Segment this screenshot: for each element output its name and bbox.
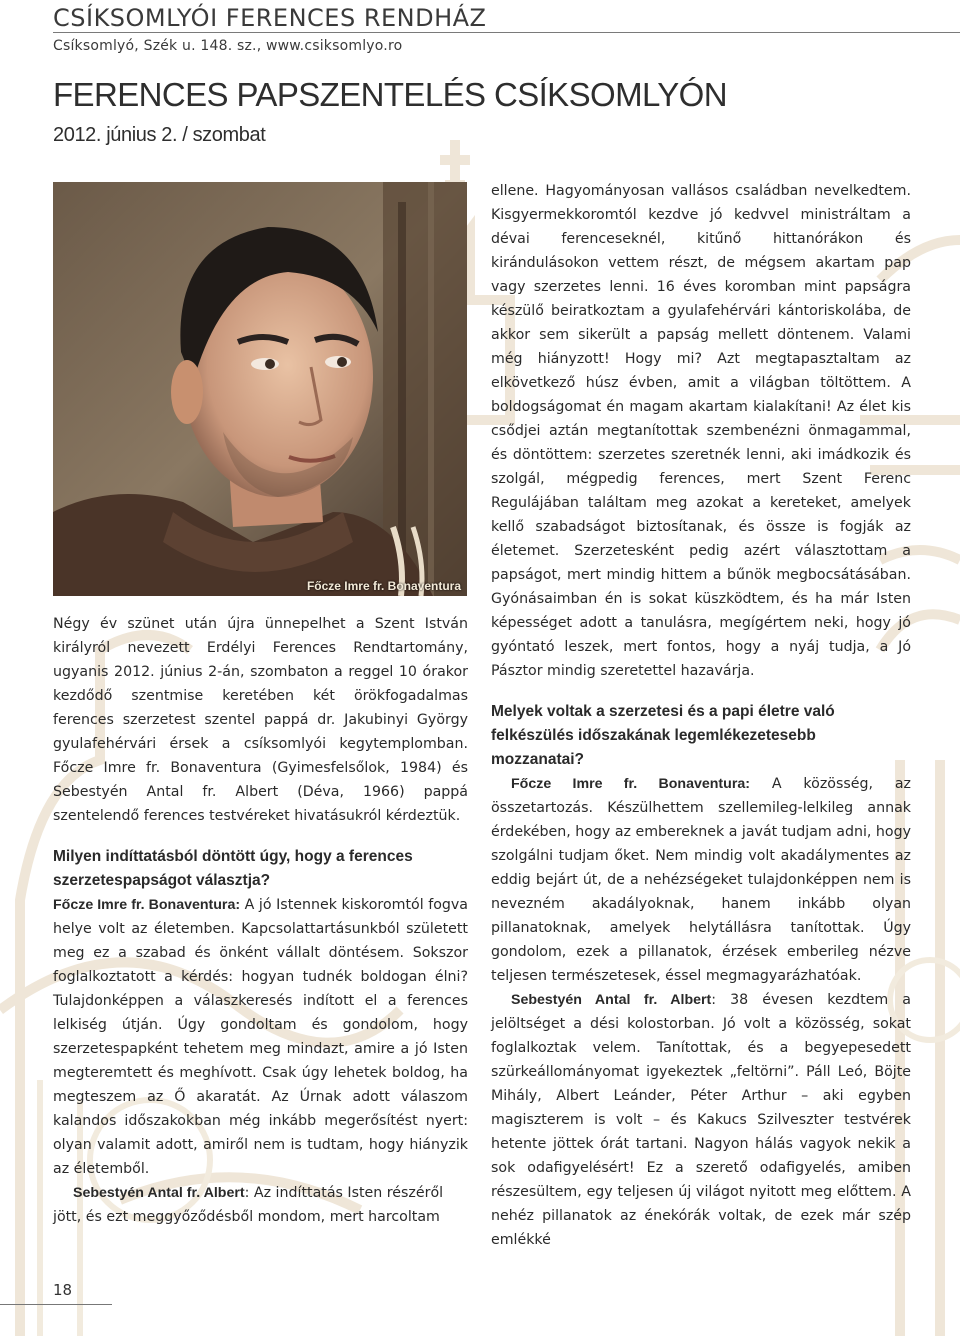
page-number: 18 — [53, 1281, 73, 1299]
portrait-illustration — [53, 182, 467, 596]
photo-credit: Főcze Imre fr. Bonaventura — [306, 579, 461, 593]
article-title: FERENCES PAPSZENTELÉS CSÍKSOMLYÓN — [53, 76, 727, 113]
question-2: Melyek voltak a szerzetesi és a papi életre való felkészülés időszakának legemlékezetesebb mozzanatai? — [491, 703, 835, 768]
organization-address: Csíksomlyó, Szék u. 148. sz., www.csiksomlyo.ro — [53, 38, 403, 54]
speaker-albert-2: Sebestyén Antal fr. Albert — [511, 992, 712, 1008]
left-column — [53, 612, 468, 1229]
answer-albert-1-continued: ellene. Hagyományosan vallásos családban nevelkedtem. Kisgyermekkoromtól kezdve jó kedvvel ministráltam a dévai ferenceseknél, kitűnő hittanórákon és kirándulásokon vettem részt, de mégsem akartam pap vagy szerzetes lenni. 16 éves koromban mint papságra készülő beiratkoztam a gyulafehérvári kántoriskolába, de akkor sem sikerült a papság mellett döntenem. Valami még hiányzott! Hogy mi? Azt megtapasztaltam az elkövetkező húsz évben, amit a világban töltöttem. A boldogságomat én magam akartam kialakítani! Az élet kis csődjei aztán megtanítottak szembenézni önmagammal, és döntöttem: szerzetes szeretnék lenni, aki imádkozik és szolgál, mégpedig ferences, mert Szent Ferenc Regulájában találtam meg azokat a kereteket, amelyek kellő szabadságot biztosítanak, és össze is fogják az életemet. Szerzetesként pedig azért választottam a papságot, mert mindig hittem a bűnök megbocsátásában. Gyónásaimban én is sokat küszködtem, és ha már Isten képességet adott a tanulásra, megígértem neki, hogy jó gyóntató leszek, mert fontos, hogy a nyáj tudja, a Jó Pásztor mindig szeretettel hazavárja. — [491, 183, 911, 679]
speaker-bonaventura: Főcze Imre fr. Bonaventura: — [53, 897, 241, 913]
speaker-albert: Sebestyén Antal fr. Albert — [73, 1185, 245, 1201]
answer-bonaventura-1: A jó Istennek kiskoromtól fogva helye volt az életemben. Kapcsolattartásunkból született meg ez a szabad és önként vállalt döntésem. Sokszor foglalkoztatott a kérdés: hogyan tudnék boldogan élni? Tulajdonképpen a válaszkeresés indított el a ferences lelkiség útján. Úgy gondoltam és gondolom, hogy szerzetespapként tehetem meg mindazt, amire a jó Isten megteremtett és meghívott. Csak úgy lehetek boldog, ha megteszem az Ő akaratát. Az Úrnak adott válaszom kalandos időszakokban még inkább megerősítést nyert: olyan valamit adott, amiről nem is tudtam, hogy hiányzik az életemből. — [53, 897, 468, 1177]
page-number-rule — [0, 1304, 112, 1305]
event-date: 2012. június 2. / szombat — [53, 124, 266, 146]
intro-paragraph: Négy év szünet után újra ünnepelhet a Szent István királyról nevezett Erdélyi Ferences Rendtartomány, ugyanis 2012. június 2-án, szombaton a reggel 10 órakor kezdődő szentmise keretében két örökfogadalmas ferences szerzetest szentel pappá dr. Jakubinyi György gyulafehérvári érsek a csíksomlyói kegytemplomban. Főcze Imre fr. Bonaventura (Gyimesfelsőlok, 1984) és Sebestyén Antal fr. Albert (Déva, 1966) pappá szentelendő ferences testvéreket hivatásukról kérdeztük. — [53, 616, 468, 824]
answer-bonaventura-2: A közösség, az összetartozás. Készülhettem szellemileg-lelkileg annak érdekében, hogy az embereknek a javát tudjam adni, hogy szolgálni tudjam őket. Nem mindig volt akadálymentes az eddig bejárt út, de a nehézségeket tulajdonképpen nem is nevezném akadályoknak, hanem inkább olyan pillanatoknak, amelyek helytállásra tanítottak. Úgy gondolom, ezek a pillanatok, érzések emberileg nézve teljesen természetesek, éssel megmagyarázhatóak. — [491, 776, 911, 984]
right-column — [491, 179, 911, 1252]
organization-name: CSÍKSOMLYÓI FERENCES RENDHÁZ — [53, 4, 487, 32]
header-divider — [53, 32, 960, 33]
answer-albert-2: : 38 évesen kezdtem a jelöltséget a dési kolostorban. Jó volt a közösség, sokat foglalkoztak velem. Tanítottak, és a begyepesedett szürkeállományomat igyekeztek „feltörni”. Páll Leó, Böjte Mihály, Albert Leánder, Péter Arthur – aki egyben magiszterem is volt – és Kakucs Szilveszter testvérek hetente jöttek órát tartani. Nagyon hálás vagyok nekik a sok odafigyelésért! Ez a szerető odafigyelés, amiben részesültem, egy teljesen új világot nyitott meg előttem. A nehéz pillanatok az énekórák voltak, de ezek már szép emlékké — [491, 992, 911, 1248]
question-1: Milyen indíttatásból döntött úgy, hogy a ferences szerzetespapságot választja? — [53, 848, 413, 889]
portrait-photo — [53, 182, 467, 596]
answer-albert-1-start: : Az indíttatás Isten részéről jött, és ezt meggyőződésből mondom, mert harcoltam — [53, 1185, 444, 1225]
speaker-bonaventura-2: Főcze Imre fr. Bonaventura: — [511, 776, 750, 792]
